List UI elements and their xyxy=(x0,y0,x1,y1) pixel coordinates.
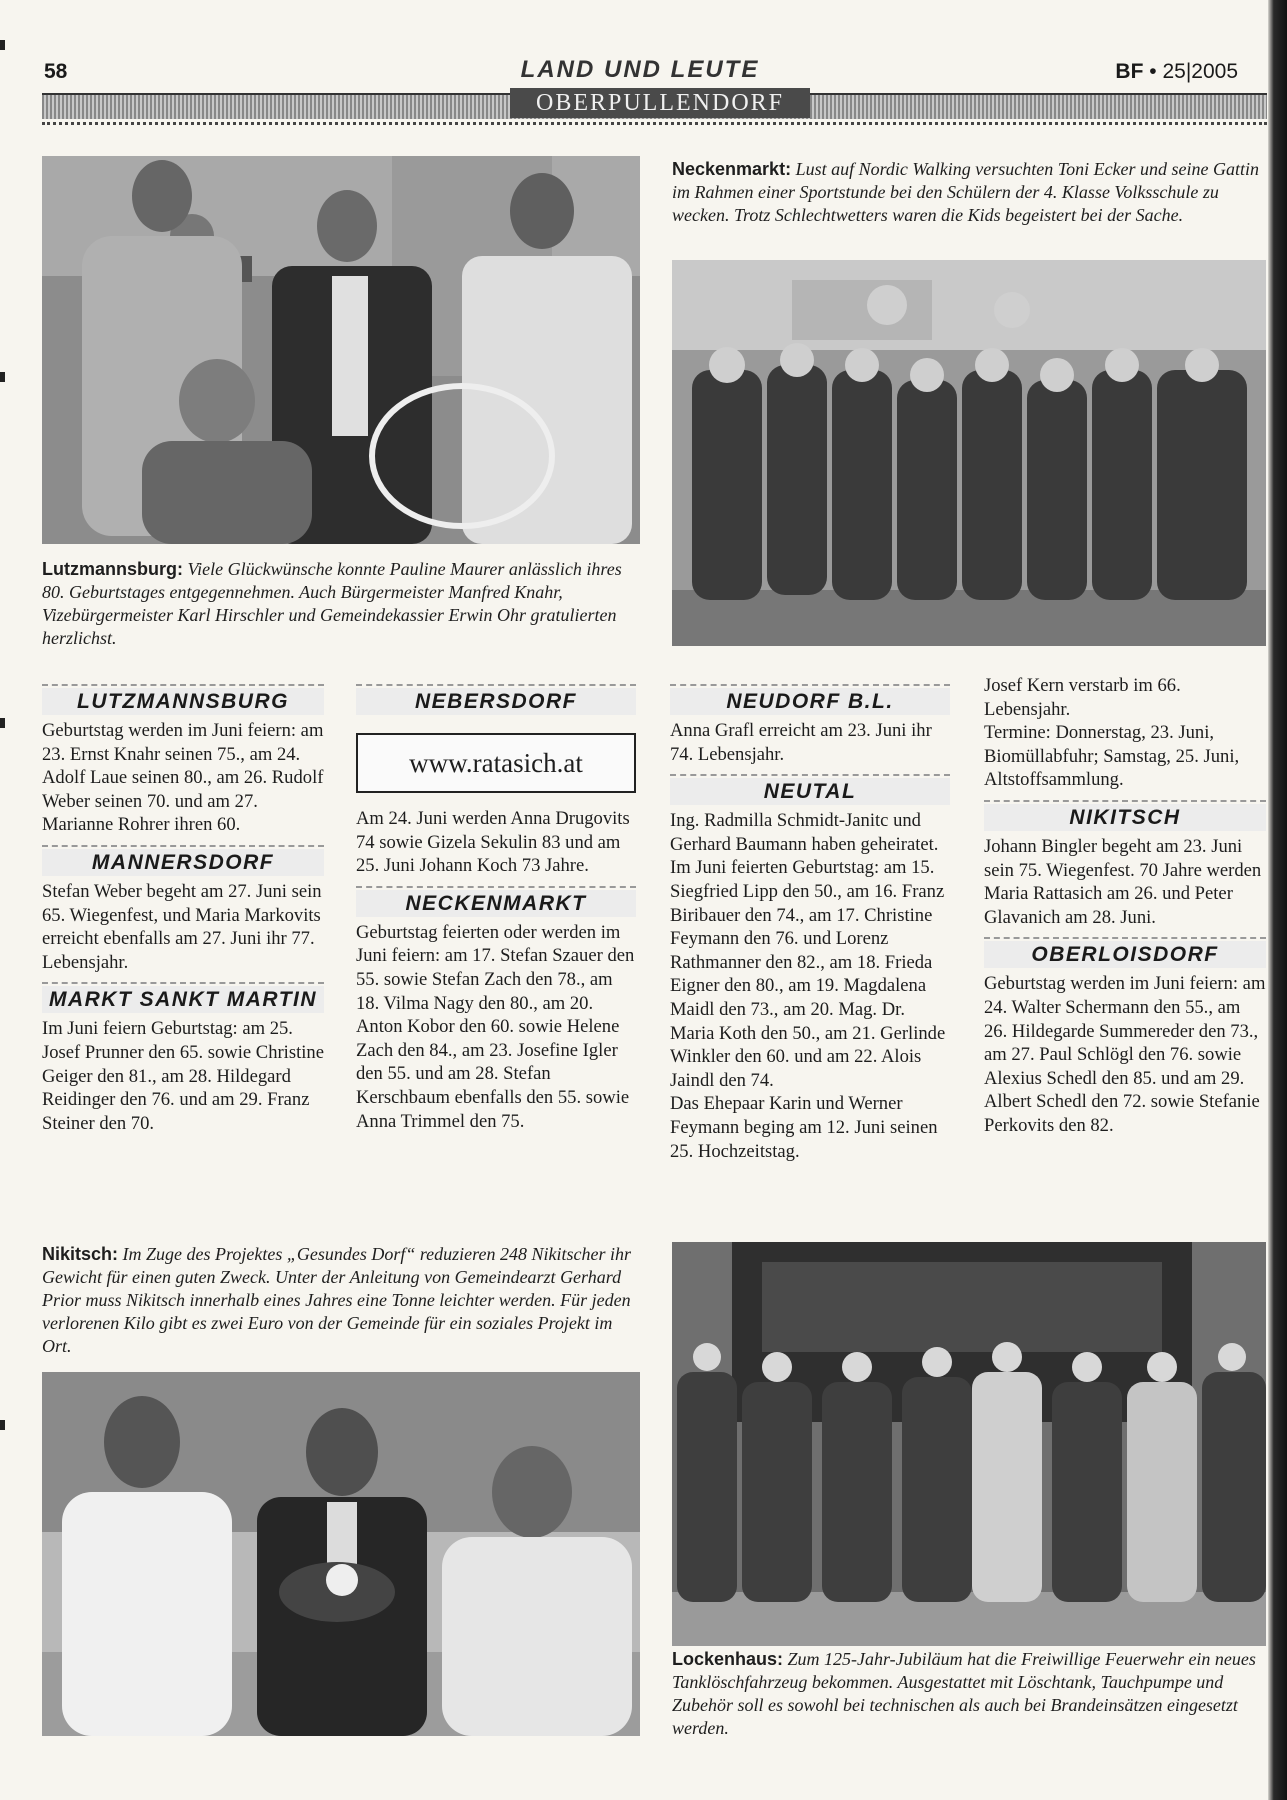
section-text: Geburtstag werden im Juni feiern: am 23. Ernst Knahr seinen 75., am 24. Adolf Laue seinen 80., am 26. Rudolf Weber seinen 70. und am 27. Marianne Rohrer ihren 60. xyxy=(42,720,324,836)
photo-lockenhaus xyxy=(672,1242,1266,1646)
margin-mark xyxy=(0,40,5,50)
caption-lutzmannsburg xyxy=(42,558,642,650)
section-text: Johann Bingler begeht am 23. Juni sein 75. Wiegenfest. 70 Jahre werden Maria Rattasich am 26. und Peter Glavanich am 28. Juni. xyxy=(984,835,1262,928)
caption-place: Nikitsch: xyxy=(42,1244,119,1264)
section-heading: NECKENMARKT xyxy=(356,886,636,917)
column-1 xyxy=(42,684,324,1135)
photo-lutzmannsburg xyxy=(42,156,640,544)
section-text: Josef Kern verstarb im 66. Lebensjahr. Termine: Donnerstag, 23. Juni, Biomüllabfuhr; Samstag, 25. Juni, Altstoffsammlung. xyxy=(984,675,1240,791)
margin-mark xyxy=(0,718,5,728)
column-2 xyxy=(356,684,636,1133)
section-text: Geburtstag feierten oder werden im Juni feiern: am 17. Stefan Szauer den 55. sowie Stefan Zach den 78., am 18. Vilma Nagy den 80., am 20. Anton Kobor den 60. sowie Helene Zach den 84., am 23. Josefine Igler den 55. und am 28. Stefan Kerschbaum ebenfalls den 55. sowie Anna Trimmel den 75. xyxy=(356,921,635,1132)
column-3 xyxy=(670,684,950,1163)
section-heading: NEUTAL xyxy=(670,774,950,805)
region-title: OBERPULLENDORF xyxy=(510,88,810,118)
section-heading: NEUDORF B.L. xyxy=(670,684,950,715)
section-heading: MANNERSDORF xyxy=(42,845,324,876)
section-heading: NEBERSDORF xyxy=(356,684,636,715)
section-heading: LUTZMANNSBURG xyxy=(42,684,324,715)
caption-place: Lockenhaus: xyxy=(672,1649,784,1669)
photo-portrait-group-icon xyxy=(42,156,640,544)
margin-mark xyxy=(0,372,5,382)
caption-nikitsch xyxy=(42,1243,642,1358)
column-4 xyxy=(984,674,1266,1138)
photo-three-men-icon xyxy=(42,1372,640,1736)
caption-text: Viele Glückwünsche konnte Pauline Maurer anlässlich ihres 80. Geburtstages entgegennehmen. Auch Bürgermeister Manfred Knahr, Vizebürgermeister Karl Hirschler und Gemeindekassier Erwin Ohr gratulierten herzlichst. xyxy=(42,559,622,648)
photo-class-group-icon xyxy=(672,260,1266,646)
caption-text: Im Zuge des Projektes „Gesundes Dorf“ reduzieren 248 Nikitscher ihr Gewicht für einen guten Zweck. Unter der Anleitung von Gemeindearzt Gerhard Prior muss Nikitsch innerhalb eines Jahres eine Tonne leichter werden. Für jeden verlorenen Kilo gibt es zwei Euro von der Gemeinde für ein soziales Projekt im Ort. xyxy=(42,1244,631,1356)
issue-label xyxy=(1115,60,1238,84)
margin-mark xyxy=(0,1420,5,1430)
caption-place: Neckenmarkt: xyxy=(672,159,792,179)
section-heading: MARKT SANKT MARTIN xyxy=(42,982,324,1013)
photo-firefighters-icon xyxy=(672,1242,1266,1646)
section-text: Stefan Weber begeht am 27. Juni sein 65. Wiegenfest, und Maria Markovits erreicht ebenfalls am 27. Juni ihr 77. Lebensjahr. xyxy=(42,880,322,973)
ad-box[interactable]: www.ratasich.at xyxy=(356,733,636,793)
section-title: LAND UND LEUTE xyxy=(520,56,760,83)
caption-place: Lutzmannsburg: xyxy=(42,559,183,579)
photo-nikitsch xyxy=(42,1372,640,1736)
page-number: 58 xyxy=(44,60,68,83)
caption-text: Zum 125-Jahr-Jubiläum hat die Freiwillige Feuerwehr ein neues Tanklöschfahrzeug bekommen. Ausgestattet mit Löschtank, Tauchpumpe und Zubehör soll es sowohl bei technischen als auch bei Brandeinsätzen eingesetzt werden. xyxy=(672,1649,1256,1738)
caption-lockenhaus xyxy=(672,1648,1266,1740)
separator-dot: • xyxy=(1149,60,1157,83)
section-text: Anna Grafl erreicht am 23. Juni ihr 74. Lebensjahr. xyxy=(670,720,932,765)
section-text: Im Juni feiern Geburtstag: am 25. Josef Prunner den 65. sowie Christine Geiger den 81., am 28. Hildegard Reidinger den 76. und am 29. Franz Steiner den 70. xyxy=(42,1018,324,1134)
section-heading: NIKITSCH xyxy=(984,800,1266,831)
issue-number: 25|2005 xyxy=(1162,60,1238,83)
photo-neckenmarkt xyxy=(672,260,1266,646)
caption-neckenmarkt xyxy=(672,158,1262,227)
section-heading: OBERLOISDORF xyxy=(984,937,1266,968)
section-text: Am 24. Juni werden Anna Drugovits 74 sowie Gizela Sekulin 83 und am 25. Juni Johann Koch 73 Jahre. xyxy=(356,808,630,877)
section-text: Ing. Radmilla Schmidt-Janitc und Gerhard Baumann haben geheiratet. Im Juni feierten Geburtstag: am 15. Siegfried Lipp den 50., am 16. Franz Biribauer den 74., am 17. Christine Feymann den 76. und Lorenz Rathmanner den 82., am 18. Frieda Eigner den 80., am 19. Magdalena Maidl den 73., am 20. Mag. Dr. Maria Koth den 50., am 21. Gerlinde Winkler den 60. und am 22. Alois Jaindl den 74. Das Ehepaar Karin und Werner Feymann beging am 12. Juni seinen 25. Hochzeitstag. xyxy=(670,810,946,1162)
publication-name: BF xyxy=(1115,60,1144,83)
page-edge-shadow xyxy=(1268,0,1287,1800)
header-band-dots xyxy=(42,118,1267,125)
caption-text: Lust auf Nordic Walking versuchten Toni Ecker und seine Gattin im Rahmen einer Sportstunde bei den Schülern der 4. Klasse Volksschule zu wecken. Trotz Schlechtwetters waren die Kids begeistert bei der Sache. xyxy=(672,159,1260,225)
section-text: Geburtstag werden im Juni feiern: am 24. Walter Schermann den 55., am 26. Hildegarde Summereder den 73., am 27. Paul Schlögl den 76. sowie Alexius Schedl den 85. und am 29. Albert Schedl den 72. sowie Stefanie Perkovits den 82. xyxy=(984,973,1266,1136)
